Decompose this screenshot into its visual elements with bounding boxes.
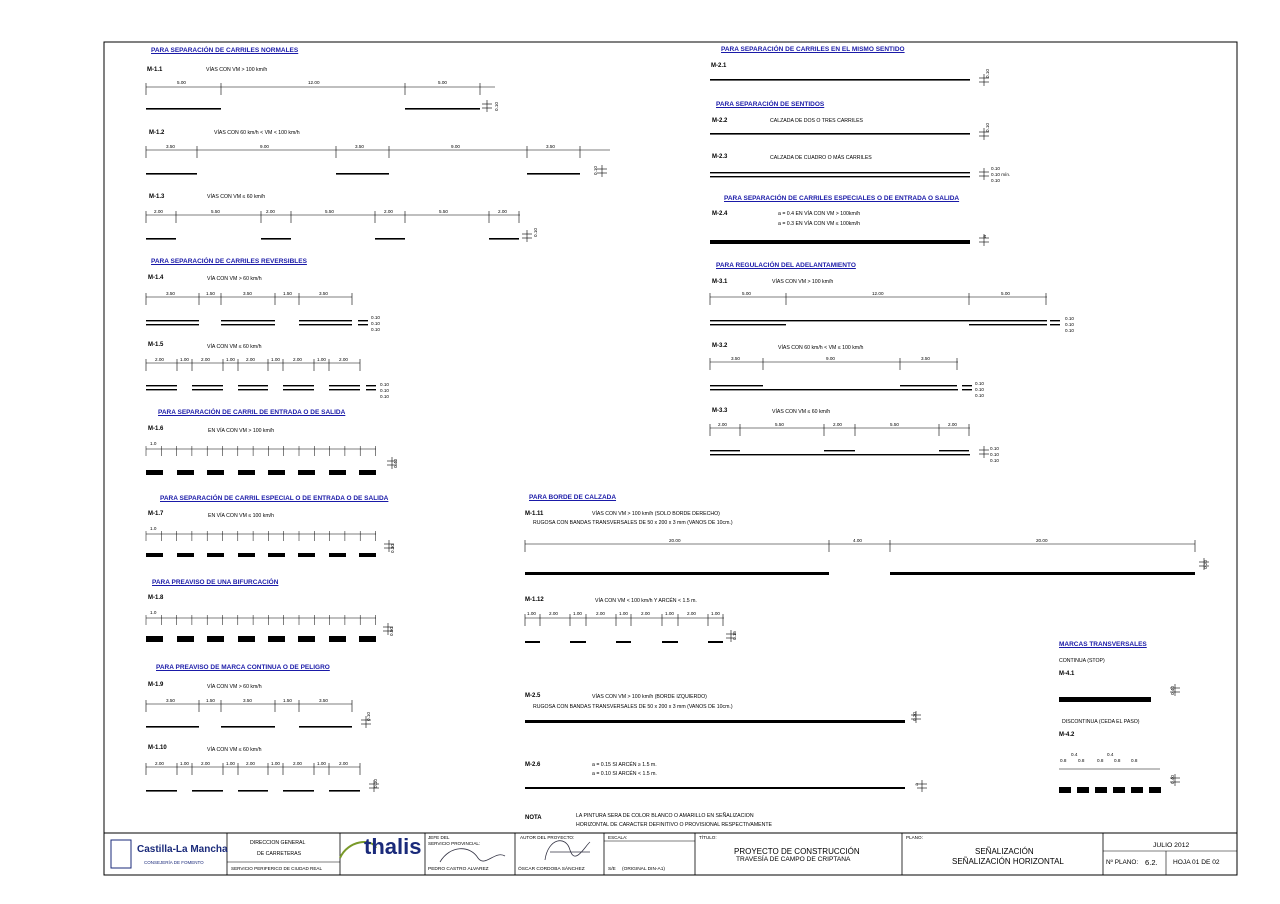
stripe bbox=[238, 389, 268, 390]
dim-m1-1-b: 12.00 bbox=[308, 80, 320, 85]
stripe bbox=[146, 324, 199, 325]
nota-line1: LA PINTURA SERA DE COLOR BLANCO O AMARILLO EN SEÑALIZACION bbox=[576, 813, 754, 819]
stripe bbox=[824, 450, 855, 451]
dash-block bbox=[177, 636, 194, 642]
code-m1-11: M-1.11 bbox=[525, 511, 544, 517]
dim-m3-2-a: 3.50 bbox=[731, 356, 740, 361]
dim-m1-3-a: 2.00 bbox=[154, 209, 163, 214]
width-m3-3-b: 0.10 bbox=[990, 452, 999, 457]
code-m1-12: M-1.12 bbox=[525, 597, 544, 603]
code-m3-3: M-3.3 bbox=[712, 408, 728, 414]
heading-borde-calzada: PARA BORDE DE CALZADA bbox=[529, 494, 617, 501]
dim-m4-2-c: 0.8 bbox=[1078, 758, 1085, 763]
dim-m1-10-a: 2.00 bbox=[155, 761, 164, 766]
dim-m1-5-c: 2.00 bbox=[201, 357, 210, 362]
desc-m1-9: VÍA CON VM > 60 km/h bbox=[207, 684, 262, 690]
stripe bbox=[146, 389, 177, 390]
stripe bbox=[366, 389, 376, 390]
desc-m3-1: VÍAS CON VM > 100 km/h bbox=[772, 279, 834, 285]
heading-carriles-especiales: PARA SEPARACIÓN DE CARRILES ESPECIALES O DE ENTRADA O SALIDA bbox=[724, 195, 960, 202]
desc-m3-3: VÍAS CON VM ≤ 60 km/h bbox=[772, 409, 831, 415]
dim-m1-4-a: 3.50 bbox=[166, 291, 175, 296]
dim-m1-12-e: 1.00 bbox=[619, 611, 628, 616]
width-m1-3: 0.10 bbox=[532, 228, 538, 237]
heading-carril-especial: PARA SEPARACIÓN DE CARRIL ESPECIAL O DE ENTRADA O DE SALIDA bbox=[160, 495, 389, 502]
dash-block bbox=[329, 553, 346, 557]
width-m3-2-a: 0.10 bbox=[975, 381, 984, 386]
code-m1-9: M-1.9 bbox=[148, 682, 164, 688]
dim-m1-2-d: 9.00 bbox=[451, 144, 460, 149]
continuous-line bbox=[710, 240, 970, 244]
label-discontinua: DISCONTINUA (CEDA EL PASO) bbox=[1062, 719, 1140, 725]
width-m1-4-a: 0.10 bbox=[371, 315, 380, 320]
width-m2-2: 0.10 bbox=[984, 123, 990, 132]
dim-m4-2-d: 0.8 bbox=[1097, 758, 1104, 763]
code-m1-5: M-1.5 bbox=[148, 342, 164, 348]
dim-m3-3-b: 5.50 bbox=[775, 422, 784, 427]
stripe bbox=[358, 324, 368, 325]
stop-line bbox=[1059, 697, 1151, 702]
code-m1-3: M-1.3 bbox=[149, 194, 165, 200]
stripe bbox=[221, 726, 275, 728]
yield-block bbox=[1131, 787, 1143, 793]
code-m1-10: M-1.10 bbox=[148, 745, 167, 751]
dim-m1-10-e: 2.00 bbox=[246, 761, 255, 766]
code-m2-4: M-2.4 bbox=[712, 211, 728, 217]
dim-m3-3-d: 5.50 bbox=[890, 422, 899, 427]
dim-m1-11-a: 20.00 bbox=[669, 538, 681, 543]
sheet-border bbox=[104, 42, 1237, 875]
width-m2-4: a bbox=[981, 235, 987, 238]
dim-m4-2-a: 0.8 bbox=[1060, 758, 1067, 763]
titulo-label: TÍTULO: bbox=[699, 835, 717, 840]
hoja: HOJA 01 DE 02 bbox=[1173, 859, 1220, 866]
code-m3-1: M-3.1 bbox=[712, 279, 728, 285]
dim-m1-12-b: 2.00 bbox=[549, 611, 558, 616]
dash-block bbox=[146, 470, 163, 475]
code-m1-1: M-1.1 bbox=[147, 67, 163, 73]
width-m1-10: 0.10 bbox=[372, 779, 378, 788]
date: JULIO 2012 bbox=[1153, 842, 1190, 849]
continuous-line bbox=[710, 454, 970, 455]
stripe bbox=[708, 641, 723, 643]
dim-m1-4-e: 3.50 bbox=[319, 291, 328, 296]
dim-m1-9-e: 3.50 bbox=[319, 698, 328, 703]
dim-m1-3-b: 5.50 bbox=[211, 209, 220, 214]
continuous-line bbox=[710, 172, 970, 173]
dim-m1-11-c: 20.00 bbox=[1036, 538, 1048, 543]
dg-line3: SERVICIO PERIFERICO DE CIUDAD REAL bbox=[231, 866, 323, 871]
dim-m1-3-e: 2.00 bbox=[384, 209, 393, 214]
dim-m4-2-g: 0.8 bbox=[1131, 758, 1138, 763]
dim-m3-3-c: 2.00 bbox=[833, 422, 842, 427]
logo-text: Castilla-La Mancha bbox=[137, 844, 228, 855]
dash-block bbox=[238, 470, 255, 475]
dash-block bbox=[207, 553, 224, 557]
dim-m1-10-g: 2.00 bbox=[293, 761, 302, 766]
dim-m1-8: 1.0 bbox=[150, 610, 157, 615]
dim-m1-2-b: 9.00 bbox=[260, 144, 269, 149]
width-m1-4-c: 0.10 bbox=[371, 327, 380, 332]
stripe bbox=[192, 385, 223, 386]
nplano-value: 6.2. bbox=[1145, 858, 1158, 867]
width-m1-2: 0.10 bbox=[592, 166, 598, 175]
desc-m2-6-line2: a = 0.10 SI ARCÉN < 1.5 m. bbox=[592, 771, 657, 777]
stripe bbox=[146, 320, 199, 321]
dim-m1-5-h: 1.00 bbox=[317, 357, 326, 362]
desc-m1-1: VÍAS CON VM > 100 km/h bbox=[206, 67, 268, 73]
stripe bbox=[1050, 324, 1060, 325]
edge-line bbox=[890, 572, 1195, 575]
dim-m1-4-c: 3.50 bbox=[243, 291, 252, 296]
desc-m1-12: VÍA CON VM < 100 km/h Y ARCÉN < 1.5 m. bbox=[595, 598, 697, 604]
code-m4-2: M-4.2 bbox=[1059, 732, 1075, 738]
stripe bbox=[329, 790, 360, 792]
code-m2-1: M-2.1 bbox=[711, 63, 727, 69]
width-m1-9: 0.10 bbox=[365, 712, 371, 721]
dim-m1-4-d: 1.50 bbox=[283, 291, 292, 296]
dim-m1-12-d: 2.00 bbox=[596, 611, 605, 616]
dash-block bbox=[359, 470, 376, 475]
dim-m1-3-d: 5.50 bbox=[325, 209, 334, 214]
jefe-line1: JEFE DEL bbox=[428, 835, 450, 840]
stripe bbox=[662, 641, 678, 643]
stripe bbox=[616, 641, 631, 643]
heading-mismo-sentido: PARA SEPARACIÓN DE CARRILES EN EL MISMO SENTIDO bbox=[721, 46, 905, 53]
dim-m1-5-i: 2.00 bbox=[339, 357, 348, 362]
crest-icon bbox=[111, 840, 131, 868]
width-m2-6: a bbox=[913, 783, 919, 786]
width-m2-3-b: 0.10 mín. bbox=[991, 172, 1011, 177]
logo-subtext: CONSEJERÍA DE FOMENTO bbox=[144, 860, 204, 865]
width-m4-2: 0.40 bbox=[1169, 775, 1175, 784]
desc-m1-3: VÍAS CON VM ≤ 60 km/h bbox=[207, 194, 266, 200]
yield-block bbox=[1095, 787, 1107, 793]
nota-label: NOTA bbox=[525, 815, 542, 821]
width-m1-11: 0.20 bbox=[1202, 560, 1208, 569]
stripe bbox=[962, 385, 972, 386]
dim-m1-10-c: 2.00 bbox=[201, 761, 210, 766]
desc-m1-6: EN VÍA CON VM > 100 km/h bbox=[208, 428, 275, 434]
desc-m2-3: CALZADA DE CUADRO O MÁS CARRILES bbox=[770, 155, 872, 161]
dash-block bbox=[177, 553, 194, 557]
stripe bbox=[405, 108, 480, 110]
dash-block bbox=[359, 553, 376, 557]
width-m1-4-b: 0.10 bbox=[371, 321, 380, 326]
stripe bbox=[962, 389, 972, 390]
dim-m1-9-d: 1.50 bbox=[283, 698, 292, 703]
code-m2-6: M-2.6 bbox=[525, 762, 541, 768]
width-m2-3-a: 0.10 bbox=[991, 166, 1000, 171]
desc-m2-4-line2: a = 0.3 EN VÍA CON VM ≤ 100km/h bbox=[778, 221, 860, 227]
width-m3-3-a: 0.10 bbox=[990, 446, 999, 451]
dim-m3-1-a: 5.00 bbox=[742, 291, 751, 296]
desc-m1-7: EN VÍA CON VM ≤ 100 km/h bbox=[208, 513, 274, 519]
dim-m1-9-b: 1.50 bbox=[206, 698, 215, 703]
dash-block bbox=[298, 470, 315, 475]
dim-m3-3-a: 2.00 bbox=[718, 422, 727, 427]
desc-m1-4: VÍA CON VM > 60 km/h bbox=[207, 276, 262, 282]
code-m1-8: M-1.8 bbox=[148, 595, 164, 601]
dash-block bbox=[177, 470, 194, 475]
titulo-line2: TRAVESÍA DE CAMPO DE CRIPTANA bbox=[736, 856, 851, 863]
width-m1-12: 0.15 bbox=[731, 631, 737, 640]
stripe bbox=[238, 790, 268, 792]
stripe bbox=[939, 450, 969, 451]
code-m1-2: M-1.2 bbox=[149, 130, 165, 136]
plano-line2: SEÑALIZACIÓN HORIZONTAL bbox=[952, 857, 1064, 866]
width-m1-5-c: 0.10 bbox=[380, 394, 389, 399]
dim-m1-1-c: 5.00 bbox=[438, 80, 447, 85]
stripe bbox=[221, 324, 275, 325]
stripe bbox=[527, 173, 580, 175]
width-m3-1-b: 0.10 bbox=[1065, 322, 1074, 327]
yield-block bbox=[1077, 787, 1089, 793]
dim-m4-2-e: 0.4 bbox=[1107, 752, 1114, 757]
dg-line1: DIRECCION GENERAL bbox=[250, 840, 306, 846]
stripe bbox=[525, 641, 540, 643]
stripe bbox=[1050, 320, 1060, 321]
heading-marca-continua: PARA PREAVISO DE MARCA CONTINUA O DE PELIGRO bbox=[156, 664, 330, 671]
signature-mark bbox=[440, 849, 505, 862]
code-m4-1: M-4.1 bbox=[1059, 671, 1075, 677]
nota-line2: HORIZONTAL DE CARACTER DEFINITIVO O PROVISIONAL RESPECTIVAMENTE bbox=[576, 822, 772, 828]
dash-block bbox=[298, 553, 315, 557]
stripe bbox=[710, 450, 740, 451]
desc-m1-10: VÍA CON VM ≤ 60 km/h bbox=[207, 747, 262, 753]
stripe bbox=[146, 238, 176, 240]
continuous-line bbox=[710, 176, 970, 177]
plano-label: PLANO: bbox=[906, 835, 923, 840]
code-m3-2: M-3.2 bbox=[712, 343, 728, 349]
continuous-line bbox=[710, 133, 970, 135]
continuous-line bbox=[710, 389, 958, 390]
stripe bbox=[336, 173, 389, 175]
dash-block bbox=[238, 553, 255, 557]
dim-m1-5-g: 2.00 bbox=[293, 357, 302, 362]
edge-line bbox=[525, 787, 905, 789]
stripe bbox=[146, 726, 199, 728]
width-m2-5: 0.20 bbox=[911, 712, 917, 721]
signature-mark bbox=[545, 841, 590, 860]
stripe bbox=[900, 385, 957, 386]
dim-m1-6: 1.0 bbox=[150, 441, 157, 446]
stripe bbox=[299, 320, 352, 321]
dim-m1-5-b: 1.00 bbox=[180, 357, 189, 362]
dash-block bbox=[298, 636, 315, 642]
stripe bbox=[146, 108, 221, 110]
width-m1-8: 0.50 bbox=[388, 627, 394, 636]
code-m1-7: M-1.7 bbox=[148, 511, 164, 517]
jefe-name: PEDRO CASTRO ALVAREZ bbox=[428, 867, 489, 872]
width-m2-1: 0.10 bbox=[984, 69, 990, 78]
dim-m1-5-f: 1.00 bbox=[271, 357, 280, 362]
width-m1-5-b: 0.10 bbox=[380, 388, 389, 393]
width-m1-1: 0.10 bbox=[493, 102, 499, 111]
width-m1-6: 0.40 bbox=[392, 459, 398, 468]
stripe bbox=[299, 726, 352, 728]
dim-m1-10-f: 1.00 bbox=[271, 761, 280, 766]
dim-m1-5-d: 1.00 bbox=[226, 357, 235, 362]
dim-m1-10-b: 1.00 bbox=[180, 761, 189, 766]
stripe bbox=[366, 385, 376, 386]
stripe bbox=[489, 238, 519, 240]
dim-m1-2-a: 3.50 bbox=[166, 144, 175, 149]
dim-m1-5-e: 2.00 bbox=[246, 357, 255, 362]
autor-name: ÓSCAR CORDOBA SÁNCHEZ bbox=[518, 867, 585, 872]
thalis-brand: thalis bbox=[364, 834, 422, 859]
stripe bbox=[283, 385, 314, 386]
desc-m2-4-line1: a = 0.4 EN VÍA CON VM > 100km/h bbox=[778, 211, 861, 217]
dim-m3-2-c: 3.50 bbox=[921, 356, 930, 361]
width-m1-5-a: 0.10 bbox=[380, 382, 389, 387]
stripe bbox=[221, 320, 275, 321]
desc-m1-2: VÍAS CON 60 km/h < VM < 100 km/h bbox=[214, 130, 300, 136]
dim-m1-12-a: 1.00 bbox=[527, 611, 536, 616]
width-m3-1-a: 0.10 bbox=[1065, 316, 1074, 321]
dash-block bbox=[268, 553, 285, 557]
stripe bbox=[329, 389, 360, 390]
heading-adelantamiento: PARA REGULACIÓN DEL ADELANTAMIENTO bbox=[716, 262, 856, 269]
dim-m1-12-f: 2.00 bbox=[641, 611, 650, 616]
dim-m1-10-h: 1.00 bbox=[317, 761, 326, 766]
dim-m1-7: 1.0 bbox=[150, 526, 157, 531]
stripe bbox=[299, 324, 352, 325]
titulo-line1: PROYECTO DE CONSTRUCCIÓN bbox=[734, 847, 860, 856]
dim-m1-3-f: 5.50 bbox=[439, 209, 448, 214]
stripe bbox=[375, 238, 405, 240]
desc-m1-5: VÍA CON VM ≤ 60 km/h bbox=[207, 344, 262, 350]
desc-m2-2: CALZADA DE DOS O TRES CARRILES bbox=[770, 118, 864, 124]
dim-m1-2-c: 3.50 bbox=[355, 144, 364, 149]
width-m3-3-c: 0.10 bbox=[990, 458, 999, 463]
dash-block bbox=[268, 636, 285, 642]
desc-m3-2: VÍAS CON 60 km/h < VM ≤ 100 km/h bbox=[778, 345, 864, 351]
desc-m2-6-line1: a = 0.15 SI ARCÉN ≥ 1.5 m. bbox=[592, 762, 657, 768]
heading-transversales: MARCAS TRANSVERSALES bbox=[1059, 641, 1147, 648]
desc-m1-11-line2: RUGOSA CON BANDAS TRANSVERSALES DE 50 x 200 x 3 mm (VANOS DE 10cm.) bbox=[533, 520, 733, 526]
edge-line bbox=[525, 572, 829, 575]
dim-m1-2-e: 3.50 bbox=[546, 144, 555, 149]
dash-block bbox=[207, 636, 224, 642]
dash-block bbox=[146, 553, 163, 557]
dash-block bbox=[207, 470, 224, 475]
dim-m1-10-i: 2.00 bbox=[339, 761, 348, 766]
continuous-line bbox=[710, 320, 1047, 321]
stripe bbox=[192, 389, 223, 390]
dim-m1-12-i: 1.00 bbox=[711, 611, 720, 616]
yield-block bbox=[1059, 787, 1071, 793]
code-m2-2: M-2.2 bbox=[712, 118, 728, 124]
width-m1-7: 0.30 bbox=[389, 544, 395, 553]
nplano-label: Nº PLANO: bbox=[1106, 859, 1139, 866]
heading-carriles-normales: PARA SEPARACIÓN DE CARRILES NORMALES bbox=[151, 47, 299, 54]
dash-block bbox=[268, 470, 285, 475]
width-m3-2-c: 0.10 bbox=[975, 393, 984, 398]
dim-m1-3-c: 2.00 bbox=[266, 209, 275, 214]
width-m3-1-c: 0.10 bbox=[1065, 328, 1074, 333]
width-m3-2-b: 0.10 bbox=[975, 387, 984, 392]
dim-m4-2-b: 0.4 bbox=[1071, 752, 1078, 757]
dash-block bbox=[146, 636, 163, 642]
escala-label: ESCALA: bbox=[608, 835, 628, 840]
dg-line2: DE CARRETERAS bbox=[257, 851, 302, 857]
dash-block bbox=[329, 636, 346, 642]
heading-sentidos: PARA SEPARACIÓN DE SENTIDOS bbox=[716, 101, 825, 108]
stripe bbox=[969, 324, 1047, 325]
dim-m4-2-f: 0.8 bbox=[1114, 758, 1121, 763]
label-continua: CONTINUA (STOP) bbox=[1059, 658, 1105, 664]
desc-m2-5-line2: RUGOSA CON BANDAS TRANSVERSALES DE 50 x 200 x 3 mm (VANOS DE 10cm.) bbox=[533, 704, 733, 710]
dash-block bbox=[238, 636, 255, 642]
dim-m1-10-d: 1.00 bbox=[226, 761, 235, 766]
code-m1-4: M-1.4 bbox=[148, 275, 164, 281]
stripe bbox=[329, 385, 360, 386]
plano-line1: SEÑALIZACIÓN bbox=[975, 847, 1034, 856]
stripe bbox=[238, 385, 268, 386]
width-m2-3-c: 0.10 bbox=[991, 178, 1000, 183]
dash-block bbox=[359, 636, 376, 642]
dim-m1-12-h: 2.00 bbox=[687, 611, 696, 616]
stripe bbox=[358, 320, 368, 321]
dim-m1-12-c: 1.00 bbox=[573, 611, 582, 616]
dim-m3-3-e: 2.00 bbox=[948, 422, 957, 427]
dim-m1-3-g: 2.00 bbox=[498, 209, 507, 214]
autor-label: AUTOR DEL PROYECTO: bbox=[520, 835, 575, 840]
code-m2-5: M-2.5 bbox=[525, 693, 541, 699]
code-m2-3: M-2.3 bbox=[712, 154, 728, 160]
dim-m1-4-b: 1.50 bbox=[206, 291, 215, 296]
stripe bbox=[283, 790, 314, 792]
width-m4-1: 0.40 bbox=[1169, 686, 1175, 695]
dim-m1-9-c: 3.50 bbox=[243, 698, 252, 703]
dim-m1-12-g: 1.00 bbox=[665, 611, 674, 616]
yield-block bbox=[1113, 787, 1125, 793]
escala-note: (ORIGINAL DIN-A1) bbox=[622, 867, 665, 872]
jefe-line2: SERVICIO PROVINCIAL: bbox=[428, 841, 481, 846]
stripe bbox=[146, 173, 197, 175]
desc-m1-11-line1: VÍAS CON VM > 100 km/h (SOLO BORDE DERECHO) bbox=[592, 511, 720, 517]
desc-m2-5-line1: VÍAS CON VM > 100 km/h (BORDE IZQUIERDO) bbox=[592, 694, 707, 700]
dim-m3-2-b: 9.00 bbox=[826, 356, 835, 361]
stripe bbox=[192, 790, 223, 792]
dim-m1-1-a: 5.00 bbox=[177, 80, 186, 85]
dim-m3-1-b: 12.00 bbox=[872, 291, 884, 296]
escala-value: S/E bbox=[608, 867, 616, 872]
yield-block bbox=[1149, 787, 1161, 793]
edge-line bbox=[525, 720, 905, 723]
stripe bbox=[570, 641, 586, 643]
dim-m1-5-a: 2.00 bbox=[155, 357, 164, 362]
dim-m1-9-a: 3.50 bbox=[166, 698, 175, 703]
heading-bifurcacion: PARA PREAVISO DE UNA BIFURCACIÓN bbox=[152, 579, 279, 586]
continuous-line bbox=[710, 79, 970, 81]
dash-block bbox=[329, 470, 346, 475]
stripe bbox=[283, 389, 314, 390]
dim-m1-11-b: 4.00 bbox=[853, 538, 862, 543]
stripe bbox=[146, 790, 177, 792]
code-m1-6: M-1.6 bbox=[148, 426, 164, 432]
stripe bbox=[710, 385, 763, 386]
stripe bbox=[710, 324, 786, 325]
dim-m3-1-c: 5.00 bbox=[1001, 291, 1010, 296]
stripe bbox=[146, 385, 177, 386]
heading-carriles-reversibles: PARA SEPARACIÓN DE CARRILES REVERSIBLES bbox=[151, 258, 307, 265]
stripe bbox=[261, 238, 291, 240]
heading-carril-entrada: PARA SEPARACIÓN DE CARRIL DE ENTRADA O DE SALIDA bbox=[158, 409, 346, 416]
